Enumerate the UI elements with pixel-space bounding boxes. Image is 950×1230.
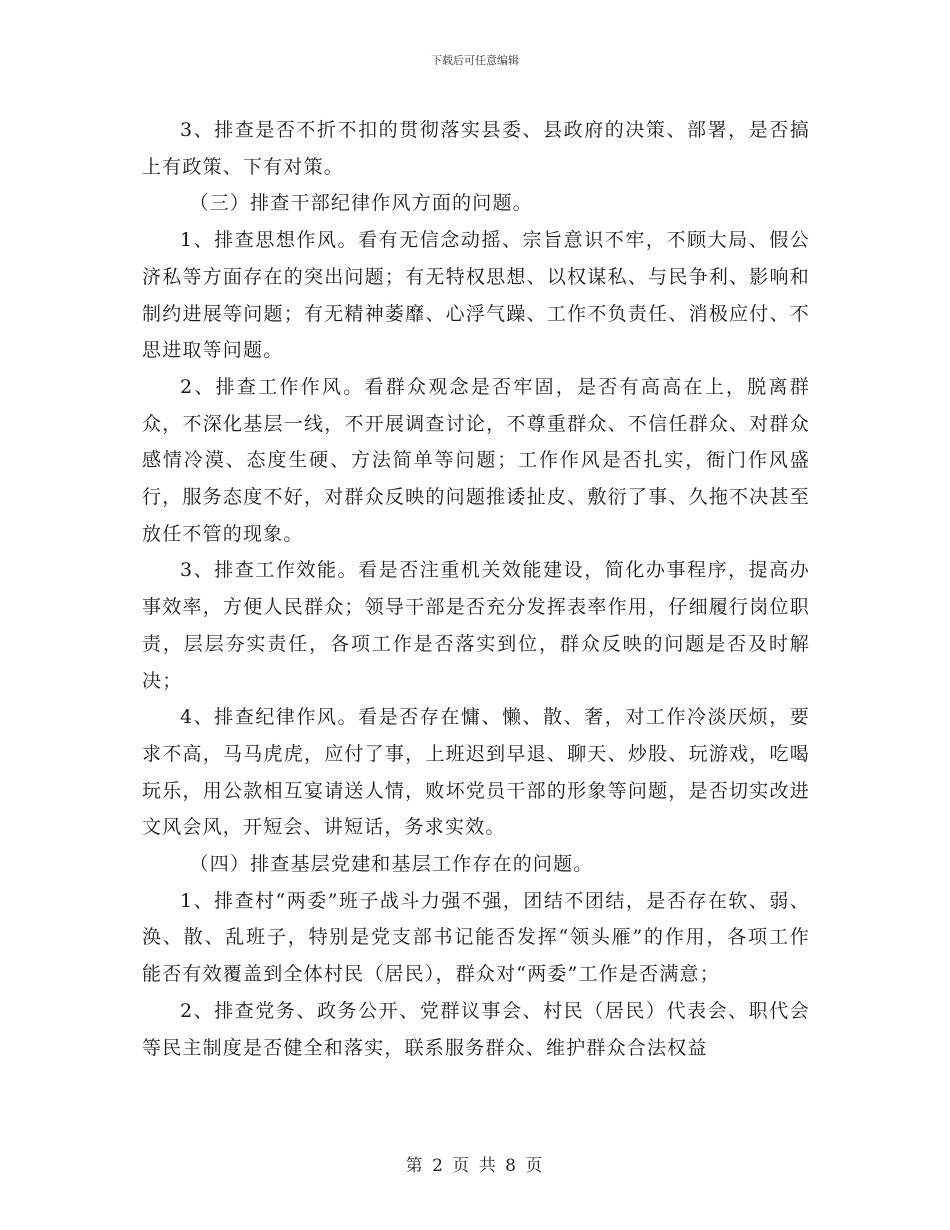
paragraph-work-efficiency: 3、排查工作效能。看是否注重机关效能建设，简化办事程序，提高办事效率，方便人民群众；领导干部是否充分发挥表率作用，仔细履行岗位职责，层层夯实责任，各项工作是否落实到位，群众反映的问题是否及时解决；	[142, 559, 810, 692]
section-heading-grassroots: （四）排查基层党建和基层工作存在的问题。	[189, 853, 594, 876]
paragraph-work-style: 2、排查工作作风。看群众观念是否牢固，是否有高高在上，脱离群众，不深化基层一线，不开展调查讨论，不尊重群众、不信任群众、对群众感情冷漠、态度生硬、方法简单等问题；工作作风是否扎实，衙门作风盛行，服务态度不好，对群众反映的问题推诿扯皮、敷衍了事、久拖不决甚至放任不管的现象。	[142, 375, 810, 545]
page-number-footer: 第 2 页 共 8 页	[405, 1156, 545, 1176]
document-body	[142, 112, 810, 1066]
section-heading-discipline: （三）排查干部纪律作风方面的问题。	[189, 192, 533, 215]
paragraph-village-committees: 1、排查村“两委”班子战斗力强不强，团结不团结，是否存在软、弱、涣、散、乱班子，特别是党支部书记能否发挥“领头雁”的作用，各项工作能否有效覆盖到全体村民（居民），群众对“两委”工作是否满意；	[142, 889, 810, 986]
page-header: 下载后可任意编辑	[431, 54, 519, 67]
paragraph-thought-style: 1、排查思想作风。看有无信念动摇、宗旨意识不牢，不顾大局、假公济私等方面存在的突出问题；有无特权思想、以权谋私、与民争利、影响和制约进展等问题；有无精神萎靡、心浮气躁、工作不负责任、消极应付、不思进取等问题。	[142, 229, 810, 362]
paragraph-democratic-systems: 2、排查党务、政务公开、党群议事会、村民（居民）代表会、职代会等民主制度是否健全和落实，联系服务群众、维护群众合法权益	[142, 999, 810, 1059]
paragraph-discipline-style: 4、排查纪律作风。看是否存在慵、懒、散、奢，对工作冷淡厌烦，要求不高，马马虎虎，应付了事，上班迟到早退、聊天、炒股、玩游戏，吃喝玩乐，用公款相互宴请送人情，败坏党员干部的形象等问题，是否切实改进文风会风，开短会、讲短话，务求实效。	[142, 706, 810, 839]
paragraph-item-3-policy: 3、排查是否不折不扣的贯彻落实县委、县政府的决策、部署，是否搞上有政策、下有对策。	[142, 119, 810, 178]
